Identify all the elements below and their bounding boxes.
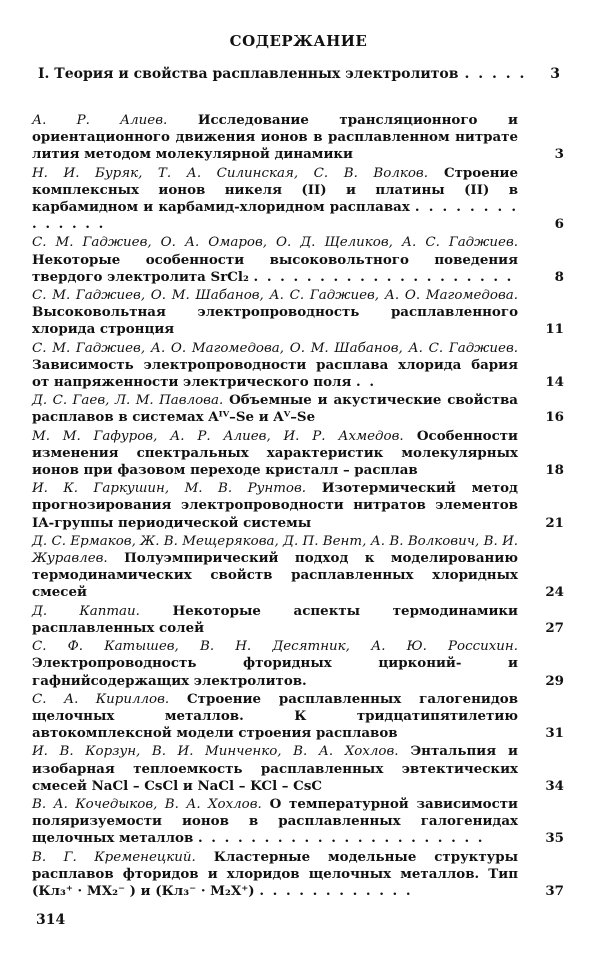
toc-entry [32, 533, 564, 602]
entry-page: 27 [545, 619, 564, 636]
entry-page: 31 [545, 725, 564, 742]
entry-authors: С. М. Гаджиев, А. О. Магомедова, О. М. Шабанов, А. С. Гаджиев. [32, 340, 518, 356]
entry-authors: А. Р. Алиев. [32, 113, 168, 128]
entry-title: Некоторые аспекты термодинамики расплавленных солей [32, 602, 518, 636]
entry-authors: В. А. Кочедыков, В. А. Хохлов. [32, 796, 262, 812]
entry-authors: С. А. Кириллов. [32, 691, 170, 707]
entry-title: Кластерные модельные структуры расплавов фторидов и хлоридов щелочных металлов. Тип (Кл₃⁺ · MX₂⁻ ) и (Кл₃⁻ · M₂X⁺) [32, 848, 518, 899]
section-dots: . . . . . [464, 66, 527, 82]
page-number: 314 [36, 912, 66, 928]
entry-authors: С. Ф. Катышев, В. Н. Десятник, А. Ю. Россихин. [32, 639, 518, 655]
toc-entry [32, 340, 564, 392]
entry-dots: . . [356, 374, 377, 391]
entry-authors: Н. И. Буряк, Т. А. Силинская, С. В. Волков. [32, 165, 428, 181]
entry-authors: С. М. Гаджиев, О. А. Омаров, О. Д. Щеликов, А. С. Гаджиев. [32, 235, 518, 251]
entry-title: Изотермический метод прогнозирования электропроводности нитратов элементов IA-группы периодической системы [32, 480, 518, 531]
entry-page: 37 [545, 882, 564, 899]
toc-entry [32, 691, 564, 743]
entry-title: Энтальпия и изобарная теплоемкость расплавленных эвтектических смесей NaCl – CsCl и NaCl – KCl – CsC [32, 743, 518, 794]
entry-title: Некоторые особенности высоковольтного поведения твердого электролита SrCl₂ [32, 251, 518, 285]
page-heading: СОДЕРЖАНИЕ [229, 32, 368, 50]
entry-title: Высоковольтная электропроводность расплавленного хлорида стронция [32, 304, 518, 338]
toc-entry [32, 743, 564, 795]
entry-dots: . . . . . . . . . . . . . . [32, 199, 518, 233]
entry-authors: Д. С. Гаев, Л. М. Павлова. [32, 393, 224, 409]
entry-title: Исследование трансляционного и ориентационного движения ионов в расплавленном нитрате лития методом молекулярной динамики [32, 112, 518, 163]
entry-page: 11 [545, 321, 564, 338]
toc-entry [32, 428, 564, 480]
toc-entry [32, 287, 564, 339]
toc-entry [32, 392, 564, 426]
entry-page: 21 [545, 514, 564, 531]
entry-title: Строение расплавленных галогенидов щелочных металлов. К тридцатипятилетию автокомплексной модели строения расплавов [32, 690, 519, 742]
toc-entry [32, 796, 564, 848]
section-header [38, 66, 560, 82]
entry-title: О температурной зависимости поляризуемости ионов в расплавленных галогенидах щелочных металлов [32, 795, 518, 847]
toc-entry [32, 480, 564, 532]
entry-page: 14 [545, 374, 564, 391]
toc-entry [32, 603, 564, 637]
entry-title: Объемные и акустические свойства расплавов в системах Aᴵⱽ–Se и Aⱽ–Se [32, 392, 518, 426]
entry-authors: И. В. Корзун, В. И. Минченко, В. А. Хохлов. [32, 744, 399, 760]
entry-authors: И. К. Гаркушин, М. В. Рунтов. [32, 481, 307, 497]
entry-authors: С. М. Гаджиев, О. М. Шабанов, А. С. Гаджиев, А. О. Магомедова. [32, 288, 518, 304]
toc-entry [32, 112, 564, 164]
entry-title: Строение комплексных ионов никеля (II) и платины (II) в карбамидном и карбамид-хлоридном расплавах [32, 164, 518, 216]
entry-page: 16 [545, 409, 564, 426]
entry-title: Полуэмпирический подход к моделированию термодинамических свойств расплавленных хлоридных смесей [32, 550, 518, 601]
entry-authors: Д. С. Ермаков, Ж. В. Мещерякова, Д. П. Вент, А. В. Волкович, В. И. Журавлев. [32, 533, 518, 567]
toc-entry [32, 638, 564, 690]
section-title: I. Теория и свойства расплавленных электролитов [38, 66, 459, 82]
entry-page: 35 [545, 830, 564, 847]
entry-page: 3 [554, 146, 564, 163]
entry-page: 24 [545, 584, 564, 601]
entry-title: Особенности изменения спектральных характеристик молекулярных ионов при фазовом переходе кристалл – расплав [32, 427, 518, 479]
entry-dots: . . . . . . . . . . . . [259, 882, 413, 899]
section-page: 3 [550, 66, 560, 82]
entry-dots: . . . . . . . . . . . . . . . . . . . . [253, 268, 514, 285]
toc-entry [32, 165, 564, 234]
entry-authors: Д. Каптаи. [32, 603, 140, 619]
toc-entries [32, 112, 564, 901]
entry-page: 6 [554, 216, 564, 233]
entry-title: Электропроводность фторидных цирконий- и гафнийсодержащих электролитов. [32, 655, 518, 689]
entry-page: 34 [545, 777, 564, 794]
toc-entry [32, 234, 564, 286]
entry-page: 18 [545, 462, 564, 479]
entry-page: 29 [545, 672, 564, 689]
entry-page: 8 [554, 268, 564, 285]
toc-entry [32, 849, 564, 901]
entry-authors: М. М. Гафуров, А. Р. Алиев, И. Р. Ахмедов. [32, 428, 404, 444]
entry-title: Зависимость электропроводности расплава хлорида бария от напряженности электрического поля [32, 356, 518, 391]
entry-dots: . . . . . . . . . . . . . . . . . . . . . . [197, 830, 485, 847]
entry-authors: В. Г. Кременецкий. [32, 849, 196, 865]
